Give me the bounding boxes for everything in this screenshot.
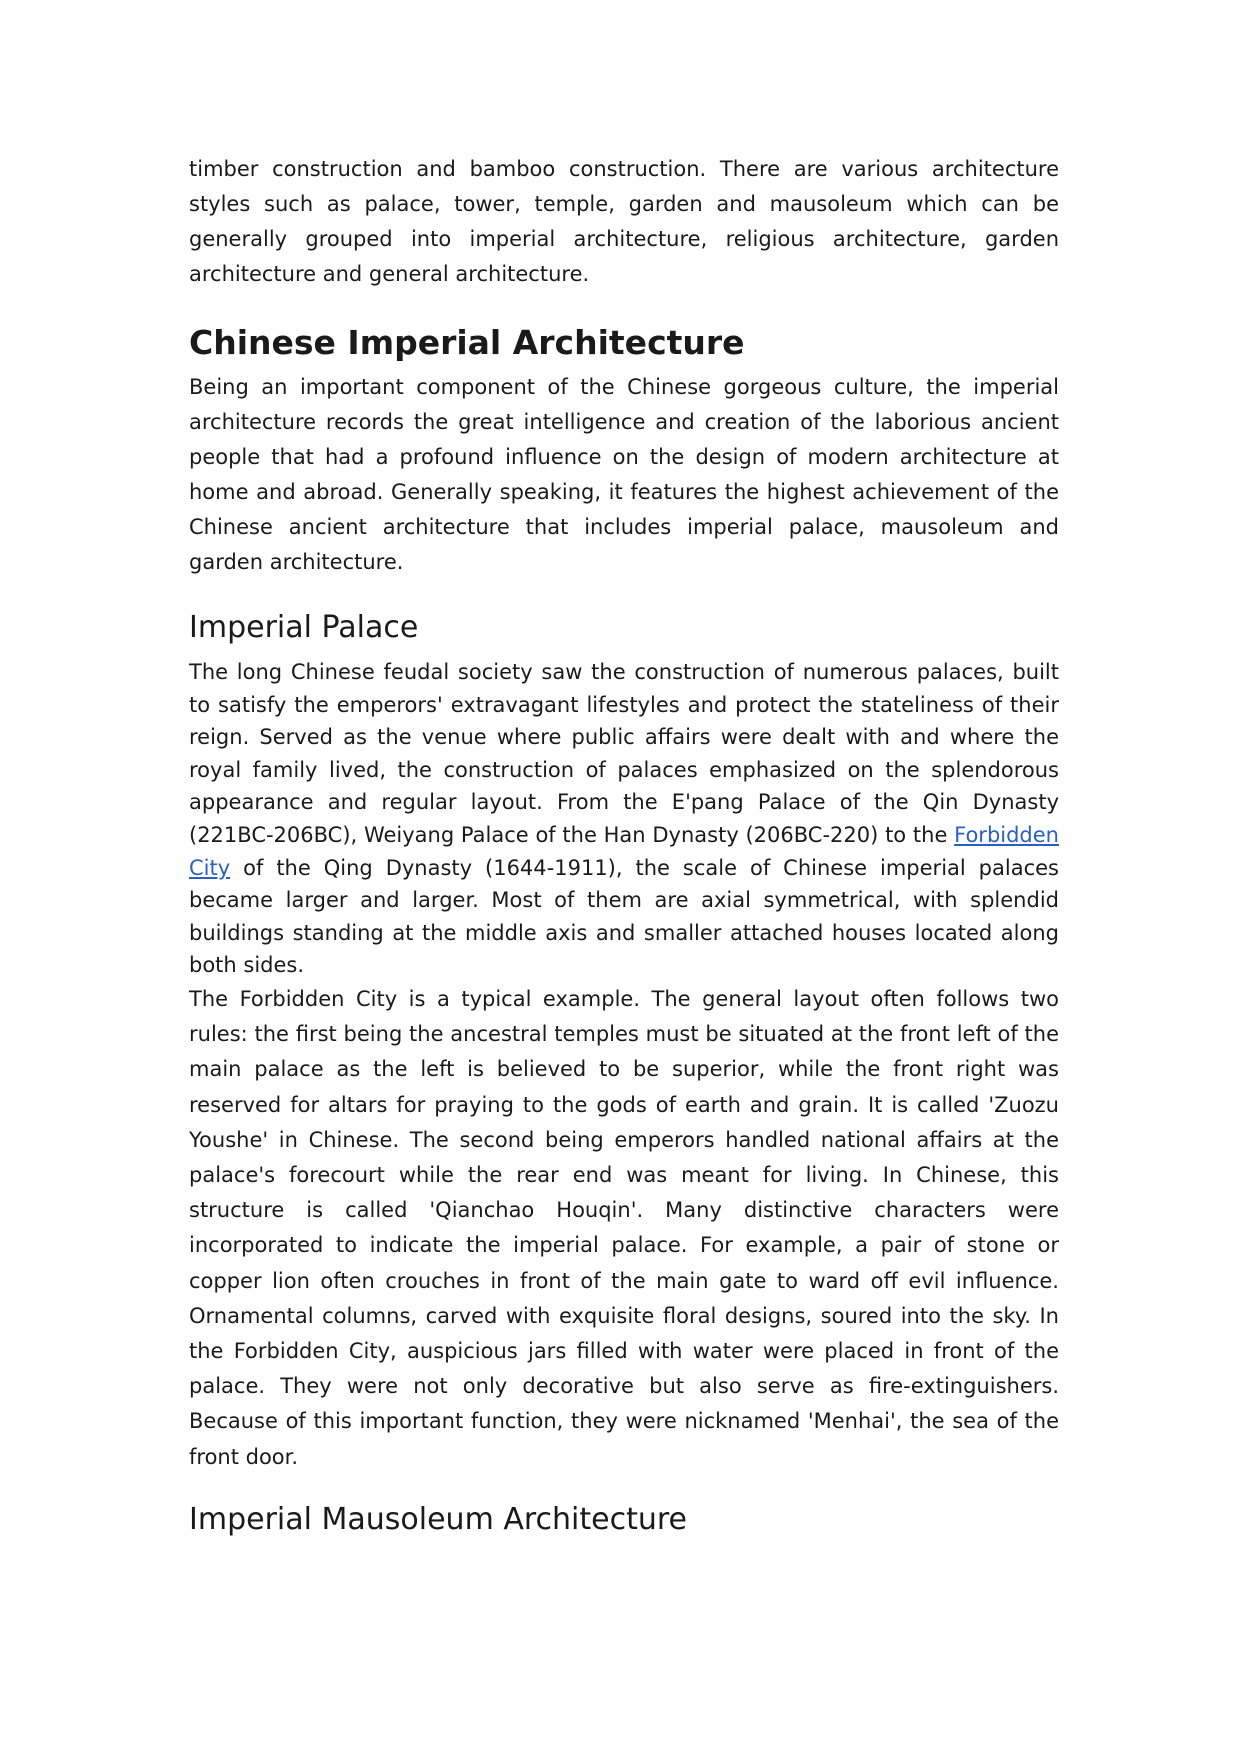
imperial-architecture-paragraph: Being an important component of the Chinese gorgeous culture, the imperial architecture records the great intelligence and creation of the laborious ancient people that had a profound influence on the design of modern architecture at home and abroad. Generally speaking, it features the highest achievement of the Chinese ancient architecture that includes imperial palace, mausoleum and garden architecture. xyxy=(189,375,1059,574)
intro-paragraph: timber construction and bamboo construction. There are various architecture styles such as palace, tower, temple, garden and mausoleum which can be generally grouped into imperial architecture, religious architecture, garden architecture and general architecture. xyxy=(189,157,1059,286)
heading-imperial-mausoleum-architecture: Imperial Mausoleum Architecture xyxy=(189,1501,687,1537)
imperial-palace-paragraph-1 xyxy=(189,656,1059,982)
heading-imperial-palace: Imperial Palace xyxy=(189,610,419,645)
document-page xyxy=(189,152,1059,1540)
paragraph-text-before-link: The long Chinese feudal society saw the construction of numerous palaces, built to satisfy the emperors' extravagant lifestyles and protect the stateliness of their reign. Served as the venue where public affairs were dealt with and where the royal family lived, the construction of palaces emphasized on the splendorous appearance and regular layout. From the E'pang Palace of the Qin Dynasty (221BC-206BC), Weiyang Palace of the Han Dynasty (206BC-220) to the xyxy=(189,660,1059,847)
forbidden-city-link[interactable]: Forbidden City xyxy=(189,822,1059,880)
paragraph-text-after-link: of the Qing Dynasty (1644-1911), the scale of Chinese imperial palaces became larger and larger. Most of them are axial symmetrical, with splendid buildings standing at the middle axis and smaller attached houses located along both sides. xyxy=(189,855,1059,978)
heading-chinese-imperial-architecture: Chinese Imperial Architecture xyxy=(189,323,745,362)
imperial-palace-paragraph-2: The Forbidden City is a typical example. The general layout often follows two rules: the first being the ancestral temples must be situated at the front left of the main palace as the left is believed to be superior, while the front right was reserved for altars for praying to the gods of earth and grain. It is called 'Zuozu Youshe' in Chinese. The second being emperors handled national affairs at the palace's forecourt while the rear end was meant for living. In Chinese, this structure is called 'Qianchao Houqin'. Many distinctive characters were incorporated to indicate the imperial palace. For example, a pair of stone or copper lion often crouches in front of the main gate to ward off evil influence. Ornamental columns, carved with exquisite floral designs, soured into the sky. In the Forbidden City, auspicious jars filled with water were placed in front of the palace. They were not only decorative but also serve as fire-extinguishers. Because of this important function, they were nicknamed 'Menhai', the sea of the front door. xyxy=(189,986,1059,1469)
